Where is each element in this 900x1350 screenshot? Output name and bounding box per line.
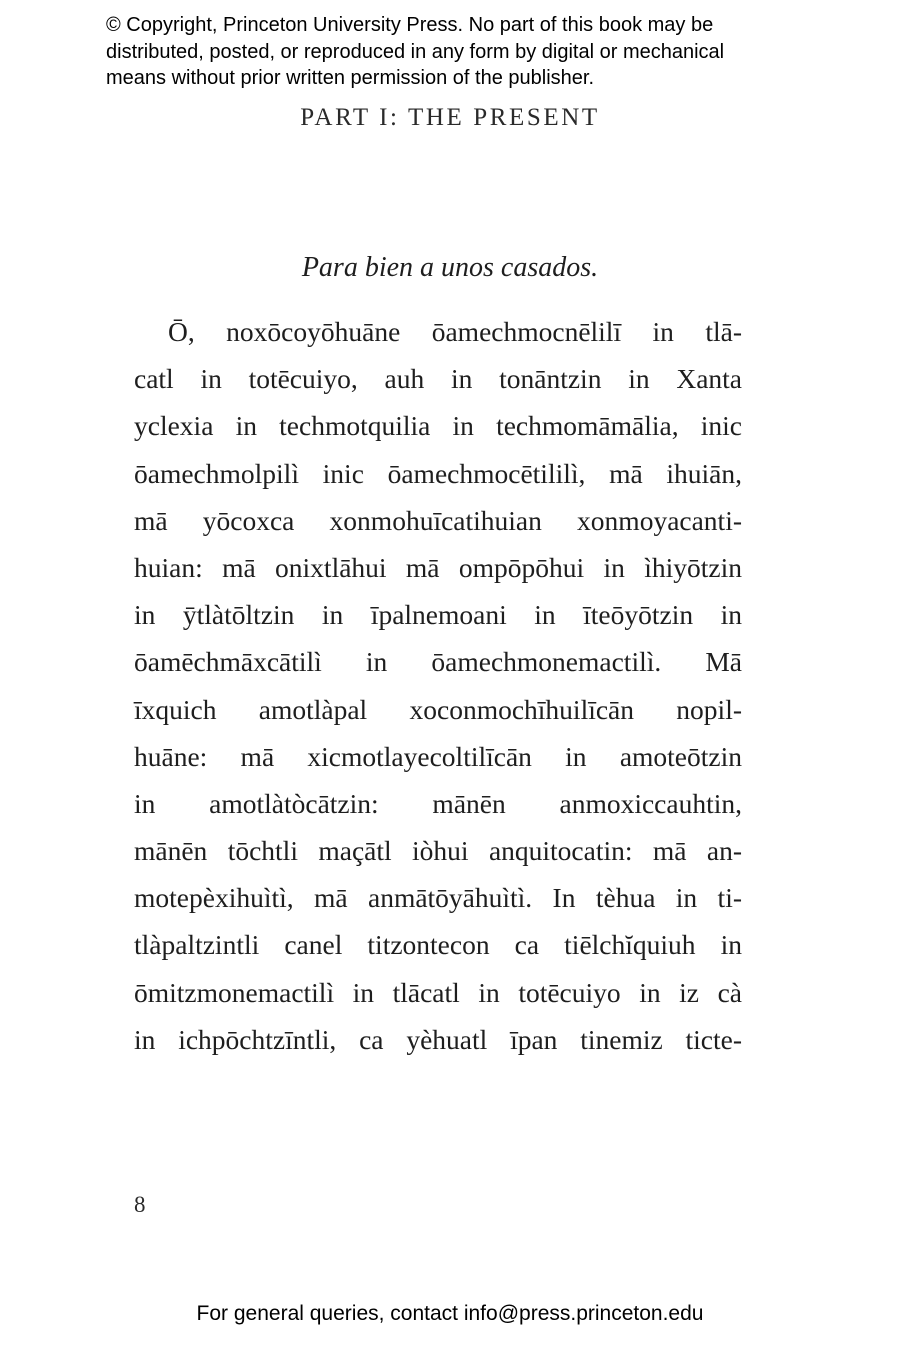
body-line: motepèxihuìtì, mā anmātōyāhuìtì. In tèhua in ti- bbox=[134, 882, 742, 914]
body-line: yclexia in techmotquilia in techmomāmālia, inic bbox=[134, 410, 742, 442]
footer-contact: For general queries, contact info@press.princeton.edu bbox=[196, 1302, 704, 1325]
copyright-line: means without prior written permission of the publisher. bbox=[106, 67, 595, 89]
body-line: in ȳtlàtōltzin in īpalnemoani in īteōyōtzin in bbox=[134, 599, 742, 631]
copyright-line: © Copyright, Princeton University Press. No part of this book may be bbox=[106, 14, 714, 36]
body-paragraph bbox=[134, 308, 742, 1063]
copyright-notice bbox=[106, 12, 846, 92]
body-line: Ō, noxōcoyōhuāne ōamechmocnēlilī in tlā- bbox=[168, 316, 742, 347]
running-head: PART I: THE PRESENT bbox=[300, 104, 600, 131]
body-line: mānēn tōchtli maçātl iòhui anquitocatin: mā an- bbox=[134, 835, 742, 867]
body-line: in ichpōchtzīntli, ca yèhuatl īpan tinemiz ticte- bbox=[134, 1023, 742, 1055]
body-line: īxquich amotlàpal xoconmochīhuilīcān nopil- bbox=[134, 693, 742, 725]
page-number: 8 bbox=[134, 1192, 146, 1217]
body-line: ōamēchmāxcātilì in ōamechmonemactilì. Mā bbox=[134, 646, 742, 678]
copyright-line: distributed, posted, or reproduced in any form by digital or mechanical bbox=[106, 40, 725, 63]
body-line: catl in totēcuiyo, auh in tonāntzin in Xanta bbox=[134, 363, 742, 395]
body-line: in amotlàtòcātzin: mānēn anmoxiccauhtin, bbox=[134, 787, 742, 819]
body-line: ōamechmolpilì inic ōamechmocētililì, mā ihuiān, bbox=[134, 457, 742, 489]
body-line: ōmitzmonemactilì in tlācatl in totēcuiyo in iz cà bbox=[134, 976, 742, 1008]
section-title: Para bien a unos casados. bbox=[301, 252, 599, 283]
body-line: huian: mā onixtlāhui mā ompōpōhui in ìhiyōtzin bbox=[134, 551, 742, 583]
body-line: tlàpaltzintli canel titzontecon ca tiēlchĭquiuh in bbox=[134, 929, 742, 961]
body-line: huāne: mā xicmotlayecoltilīcān in amoteōtzin bbox=[134, 740, 742, 772]
body-line: mā yōcoxca xonmohuīcatihuian xonmoyacanti- bbox=[134, 504, 742, 536]
